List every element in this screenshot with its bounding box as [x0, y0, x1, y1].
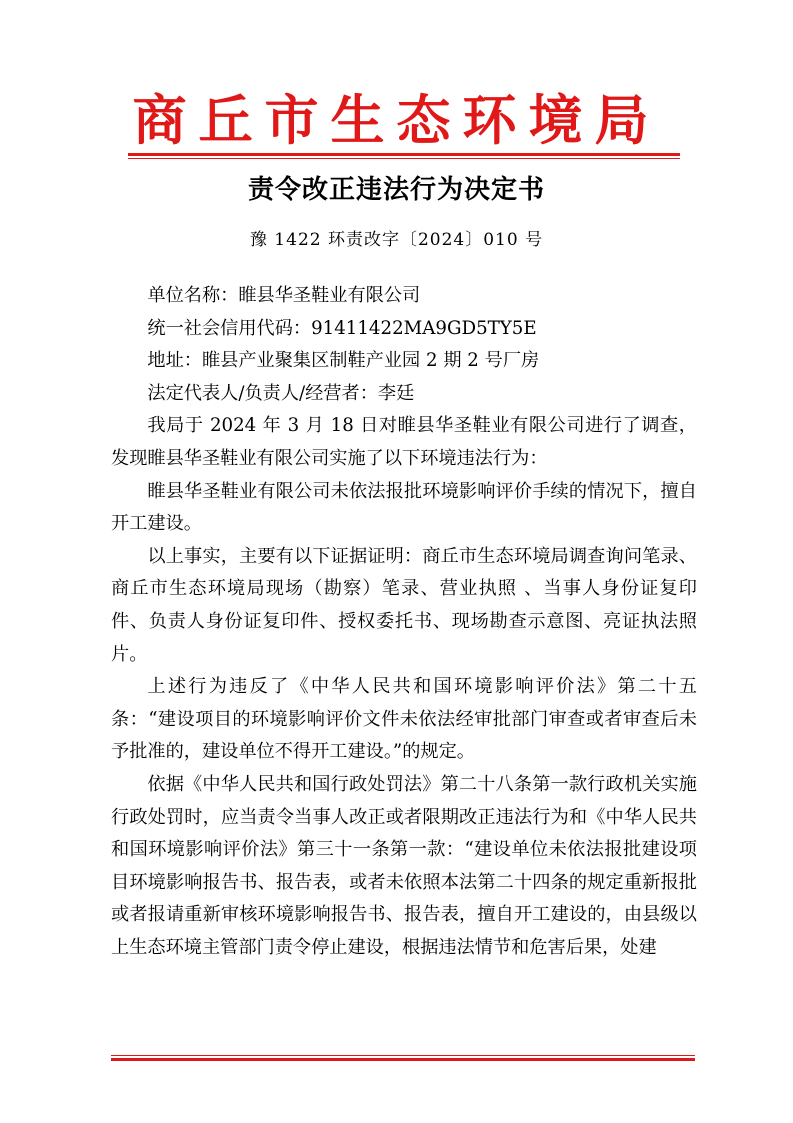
document-body	[111, 280, 697, 964]
body-paragraph: 依据《中华人民共和国行政处罚法》第二十八条第一款行政机关实施行政处罚时，应当责令当事人改正或者限期改正违法行为和《中华人民共和国环境影响评价法》第三十一条第一款：“建设单位未依法报批建设项目环境影响报告书、报告表，或者未依照本法第二十四条的规定重新报批或者报请重新审核环境影响报告书、报告表，擅自开工建设的，由县级以上生态环境主管部门责令停止建设，根据违法情节和危害后果，处建	[111, 773, 697, 958]
agency-name-heading: 商丘市生态环境局	[132, 88, 661, 152]
credit-code-line: 统一社会信用代码：91411422MA9GD5TY5E	[147, 317, 537, 339]
header-rule-bottom	[128, 158, 680, 159]
body-paragraph: 我局于 2024 年 3 月 18 日对睢县华圣鞋业有限公司进行了调查，发现睢县华圣鞋业有限公司实施了以下环境违法行为：	[111, 415, 697, 469]
footer-rule-top	[111, 1055, 695, 1056]
body-paragraph: 睢县华圣鞋业有限公司未依法报批环境影响评价手续的情况下，擅自开工建设。	[111, 480, 697, 535]
document-title: 责令改正违法行为决定书	[247, 175, 545, 205]
body-paragraph: 上述行为违反了《中华人民共和国环境影响评价法》第二十五条：“建设项目的环境影响评价文件未依法经审批部门审查或者审查后未予批准的，建设单位不得开工建设。”的规定。	[111, 676, 697, 763]
address-line: 地址：睢县产业聚集区制鞋产业园 2 期 2 号厂房	[147, 350, 540, 372]
header-rule-top	[128, 153, 680, 156]
document-number: 豫 1422 环责改字〔2024〕010 号	[249, 230, 544, 250]
footer-rule-bottom	[111, 1058, 695, 1061]
body-paragraph: 以上事实，主要有以下证据证明：商丘市生态环境局调查询问笔录、商丘市生态环境局现场（勘察）笔录、营业执照 、当事人身份证复印件、负责人身份证复印件、授权委托书、现场勘查示意图、亮证执法照片。	[111, 545, 697, 665]
legal-representative-line: 法定代表人/负责人/经营者：李廷	[147, 382, 415, 404]
unit-name-line: 单位名称：睢县华圣鞋业有限公司	[147, 285, 421, 306]
